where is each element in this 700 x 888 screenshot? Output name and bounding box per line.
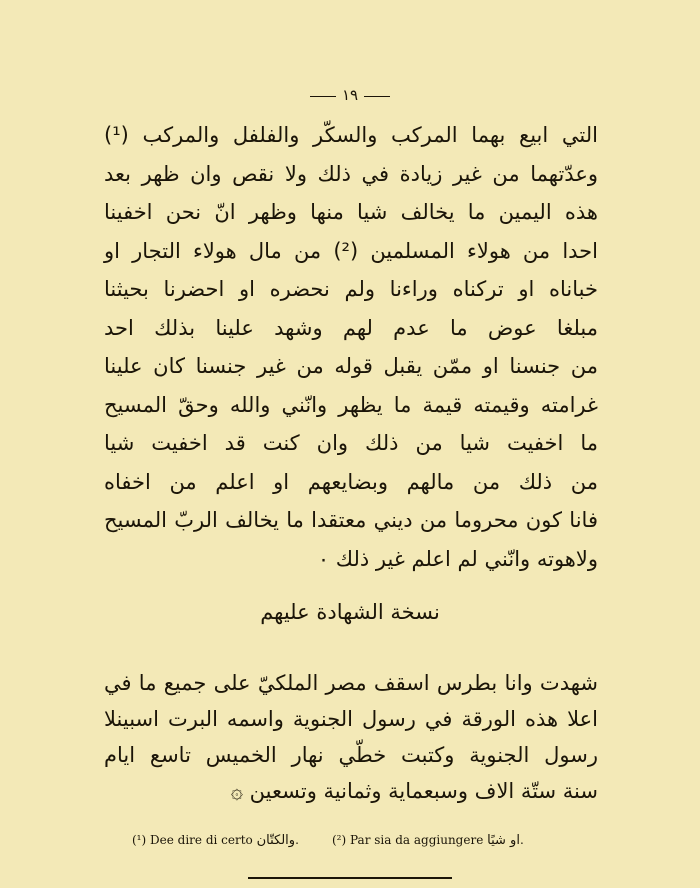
footnote-end: .	[295, 833, 299, 847]
text-line: اعلا هذه الورقة في رسول الجنوية واسمه البرت اسبينلا	[104, 707, 598, 731]
footnote-marker: (²)	[332, 833, 347, 847]
bottom-rule	[248, 877, 452, 879]
text-line: مبلغا عوض ما عدم لهم وشهد علينا بذلك احد	[104, 315, 598, 340]
text-line: غرامته وقيمته قيمة ما يظهر وانّني والله وحقّ المسيح	[104, 392, 598, 417]
footnote-text: Dee dire di certo	[150, 833, 253, 847]
footnote-text: Par sia da aggiungere	[350, 833, 484, 847]
page-number-value: ١٩	[341, 86, 359, 104]
footnote-end: .	[519, 833, 524, 847]
text-line: خباناه او تركناه وراءنا ولم نحضره او احضرنا بحيثنا	[104, 277, 598, 301]
right-dash	[364, 96, 390, 97]
text-line: شهدت وانا بطرس اسقف مصر الملكيّ على جميع ما في	[104, 671, 598, 695]
section-heading: نسخة الشهادة عليهم	[260, 600, 440, 624]
text-line: سنة ستّة الاف وسبعماية وثمانية وتسعين ۞	[230, 779, 598, 803]
left-dash	[310, 96, 336, 97]
footnote-arabic: او شيًا	[487, 833, 520, 848]
text-line: من جنسنا او ممّن يقبل قوله من غير جنسنا كان علينا	[104, 354, 598, 378]
text-line: هذه اليمين ما يخالف شيا منها وظهر انّ نحن اخفينا	[104, 200, 598, 224]
text-line: التي ابيع بهما المركب والسكّر والفلفل والمركب (¹)	[104, 123, 598, 147]
text-line: احدا من هولاء المسلمين (²) من مال هولاء التجار او	[104, 238, 598, 263]
text-line: وعدّتهما من غير زيادة في ذلك ولا نقص وان ظهر بعد	[104, 161, 598, 186]
footnote-marker: (¹)	[132, 833, 147, 847]
page-number	[0, 86, 700, 104]
footnote-arabic: والكتّان	[256, 833, 296, 848]
text-line: فانا كون محروما من ديني معتقدا ما يخالف الربّ المسيح	[104, 508, 598, 532]
footnote-1	[132, 833, 299, 848]
text-line: رسول الجنوية وكتبت خطّي نهار الخميس تاسع ايام	[104, 743, 598, 767]
text-line: ما اخفيت شيا من ذلك وان كنت قد اخفيت شيا	[104, 431, 598, 455]
text-line: من ذلك من مالهم وبضايعهم او اعلم من اخفاه	[104, 469, 598, 494]
text-line: ولاهوته وانّني لم اعلم غير ذلك ٠	[317, 546, 598, 571]
footnote-2	[332, 833, 524, 848]
main-text	[104, 116, 598, 578]
certificate-text	[104, 665, 598, 809]
